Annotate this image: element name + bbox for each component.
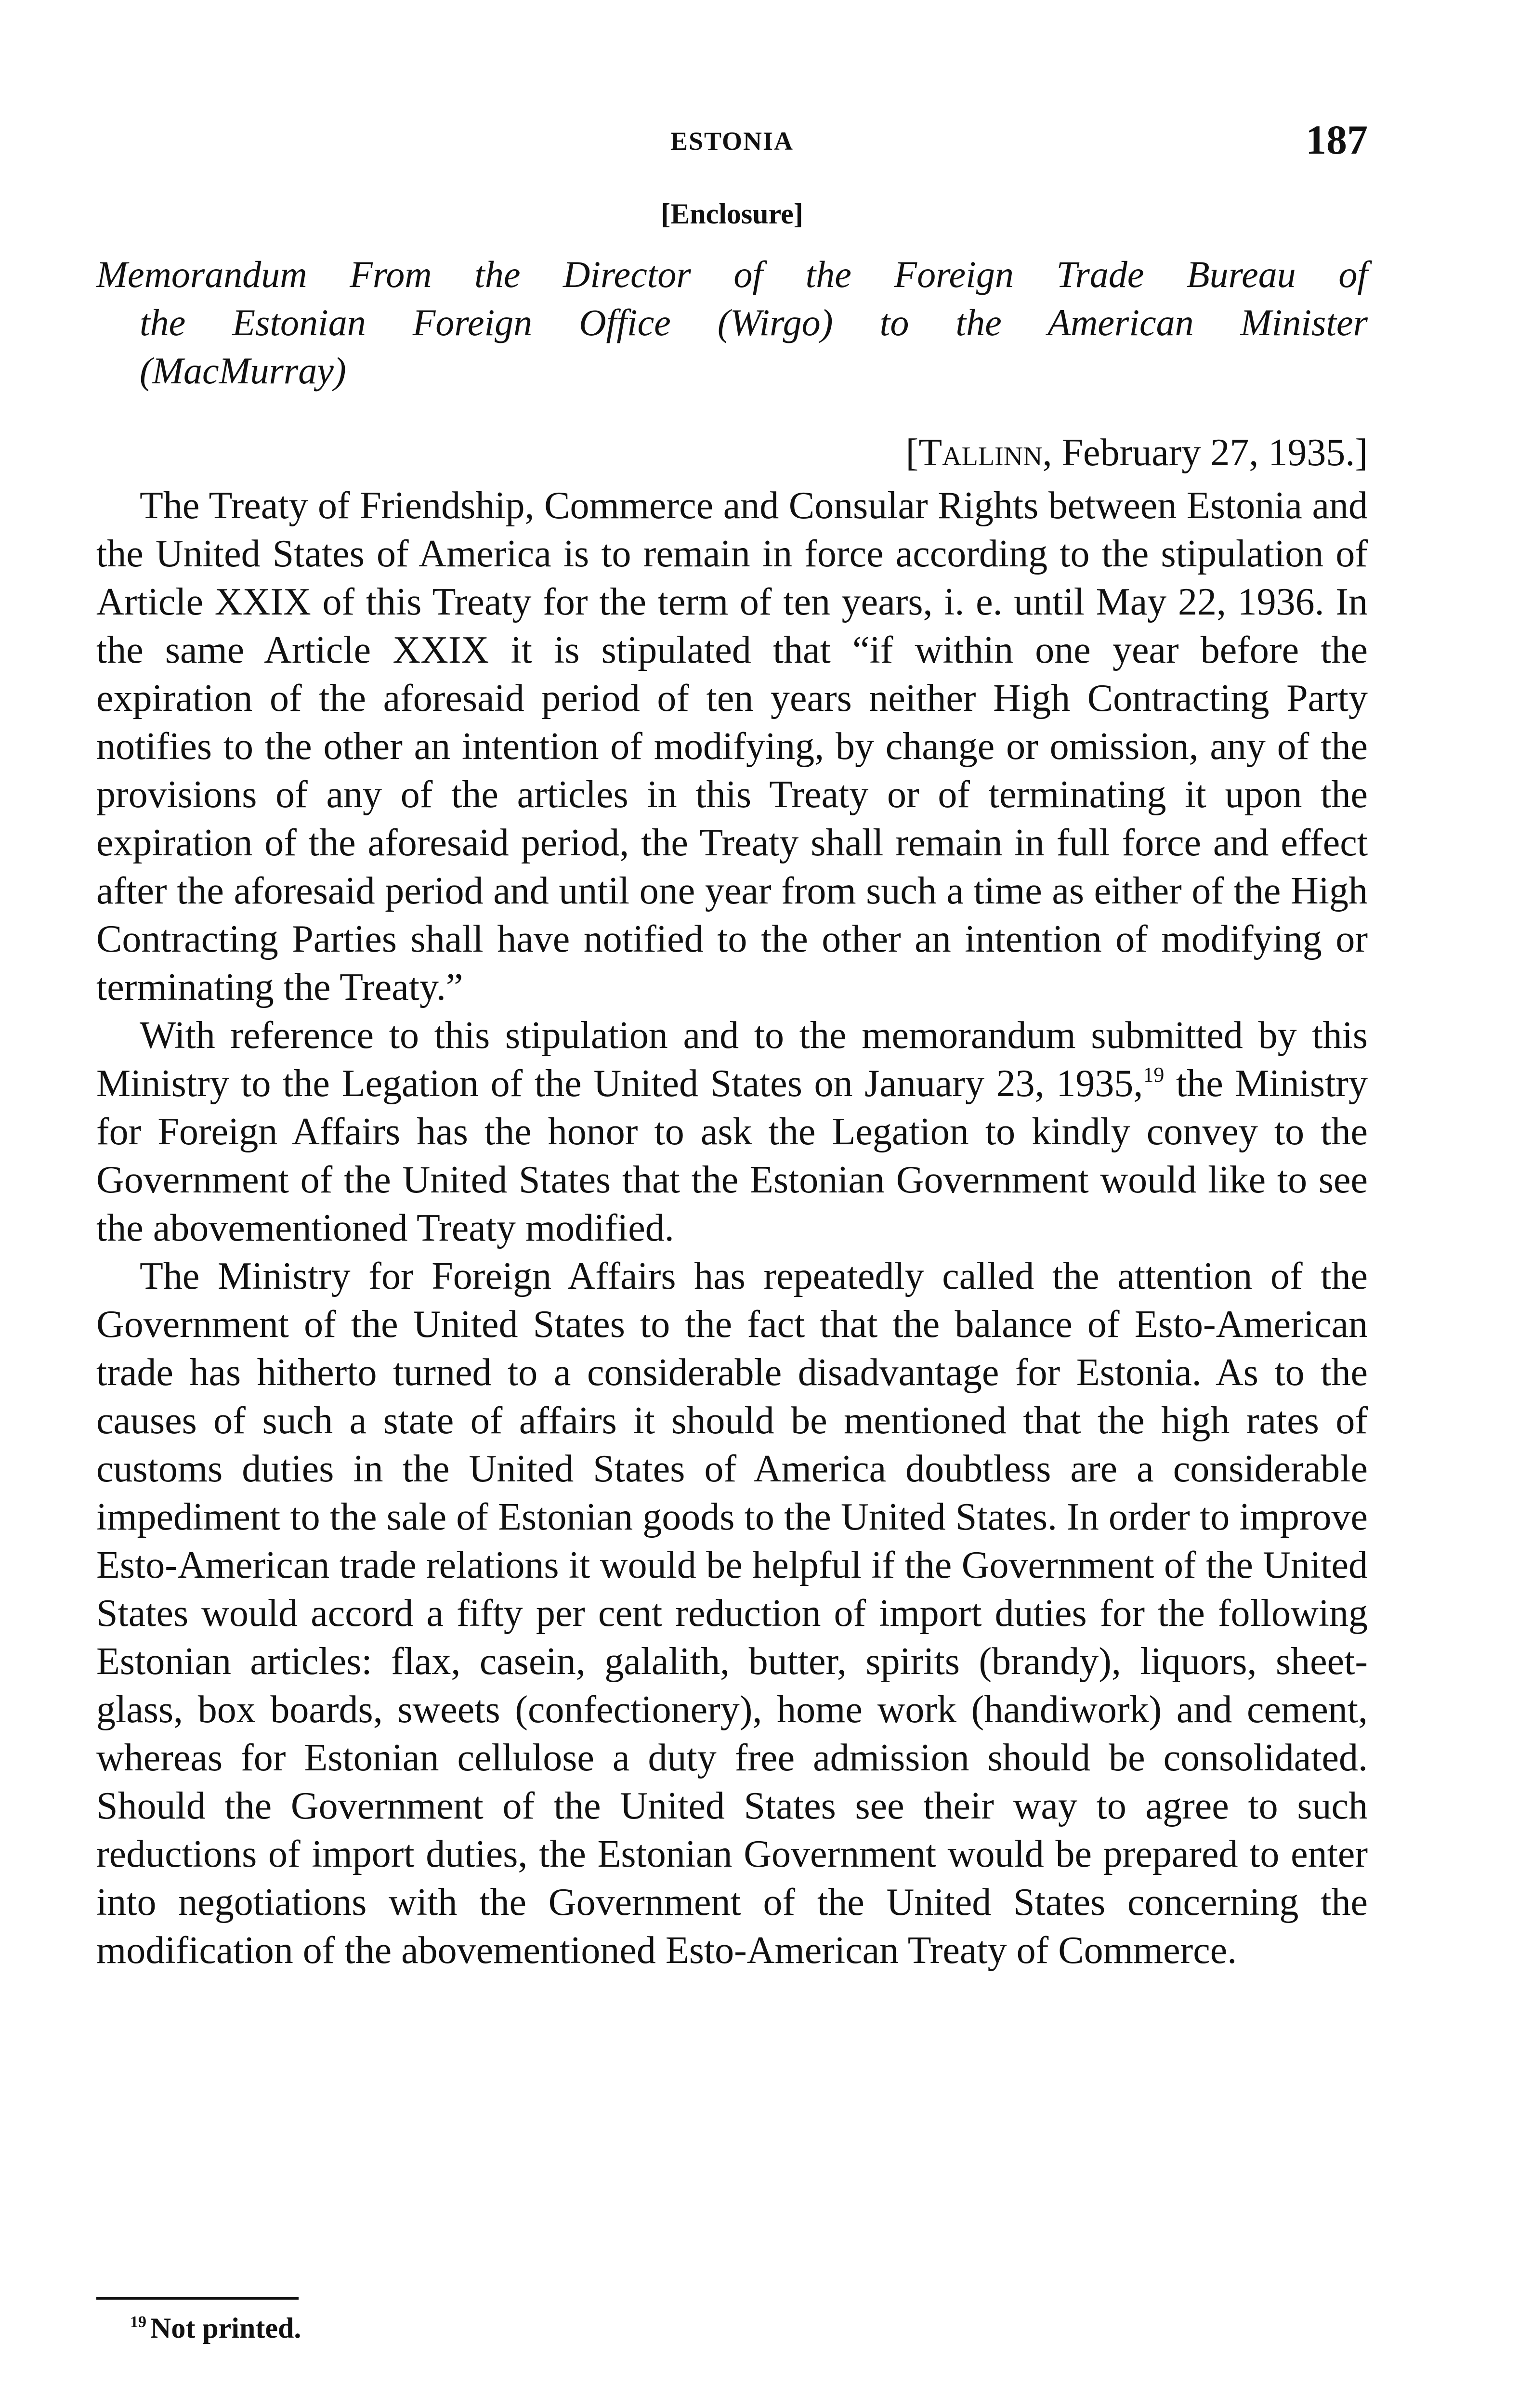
document-page (96, 0, 1368, 2408)
running-header (96, 116, 1368, 169)
memo-title-line: Memorandum From the Director of the Foreign Trade Bureau of (96, 253, 1368, 295)
dateline-date: , February 27, 1935.] (1042, 432, 1368, 474)
footnote-reference: 19 (1143, 1063, 1165, 1086)
body-paragraph: The Ministry for Foreign Affairs has repeatedly called the attention of the Government of the United States to the fact that the balance of Esto-American trade has hitherto turned to a considerable disadvantage for Estonia. As to the causes of such a state of affairs it should be mentioned that the high rates of customs duties in the United States of America doubtless are a considerable impediment to the sale of Estonian goods to the United States. In order to improve Esto-American trade relations it would be helpful if the Government of the United States would accord a fifty per cent reduction of import duties for the following Estonian articles: flax, casein, galalith, butter, spirits (brandy), liquors, sheet-glass, box boards, sweets (confectionery), home work (handiwork) and cement, whereas for Estonian cellulose a duty free admission should be consolidated. Should the Government of the United States see their way to agree to such reductions of import duties, the Estonian Government would be prepared to enter into negotiations with the Government of the United States concerning the modification of the abovementioned Esto-American Treaty of Commerce. (96, 1255, 1368, 1972)
body-paragraph (96, 1011, 1368, 1252)
footnote-divider (96, 2297, 299, 2300)
dateline-bracket: [ (905, 432, 919, 474)
page-number: 187 (1306, 117, 1368, 163)
dateline (906, 431, 1368, 475)
footnote-number: 19 (130, 2313, 146, 2331)
running-title: ESTONIA (670, 127, 794, 156)
paragraph-text: With reference to this stipulation and to the memorandum submitted by this Ministry to the Legation of the United States on January 23, 1935, (96, 1014, 1368, 1105)
dateline-place: Tallinn (918, 432, 1043, 474)
body-paragraph: The Treaty of Friendship, Commerce and Consular Rights between Estonia and the United States of America is to remain in force according to the stipulation of Article XXIX of this Treaty for the term of ten years, i. e. until May 22, 1936. In the same Article XXIX it is stipulated that “if within one year before the expiration of the aforesaid period of ten years neither High Contracting Party notifies to the other an intention of modifying, by change or omission, any of the provisions of any of the articles in this Treaty or of terminating it upon the expiration of the aforesaid period, the Treaty shall remain in full force and effect after the aforesaid period and until one year from such a time as either of the High Contracting Parties shall have notified to the other an intention of modifying or terminating the Treaty.” (96, 484, 1368, 1008)
memo-title-line: the Estonian Foreign Office (Wirgo) to the American Minister (140, 301, 1368, 343)
footnote (130, 2312, 301, 2345)
footnote-text: Not printed. (150, 2312, 301, 2344)
paragraph-text: the Ministry for Foreign Affairs has the honor to ask the Legation to kindly convey to the Government of the United States that the Estonian Government would like to see the abovementioned Treaty modified. (96, 1062, 1368, 1249)
memo-body (96, 482, 1368, 1975)
memo-title-line: (MacMurray) (140, 350, 346, 392)
memo-title (96, 250, 1368, 395)
enclosure-label: [Enclosure] (661, 198, 803, 230)
